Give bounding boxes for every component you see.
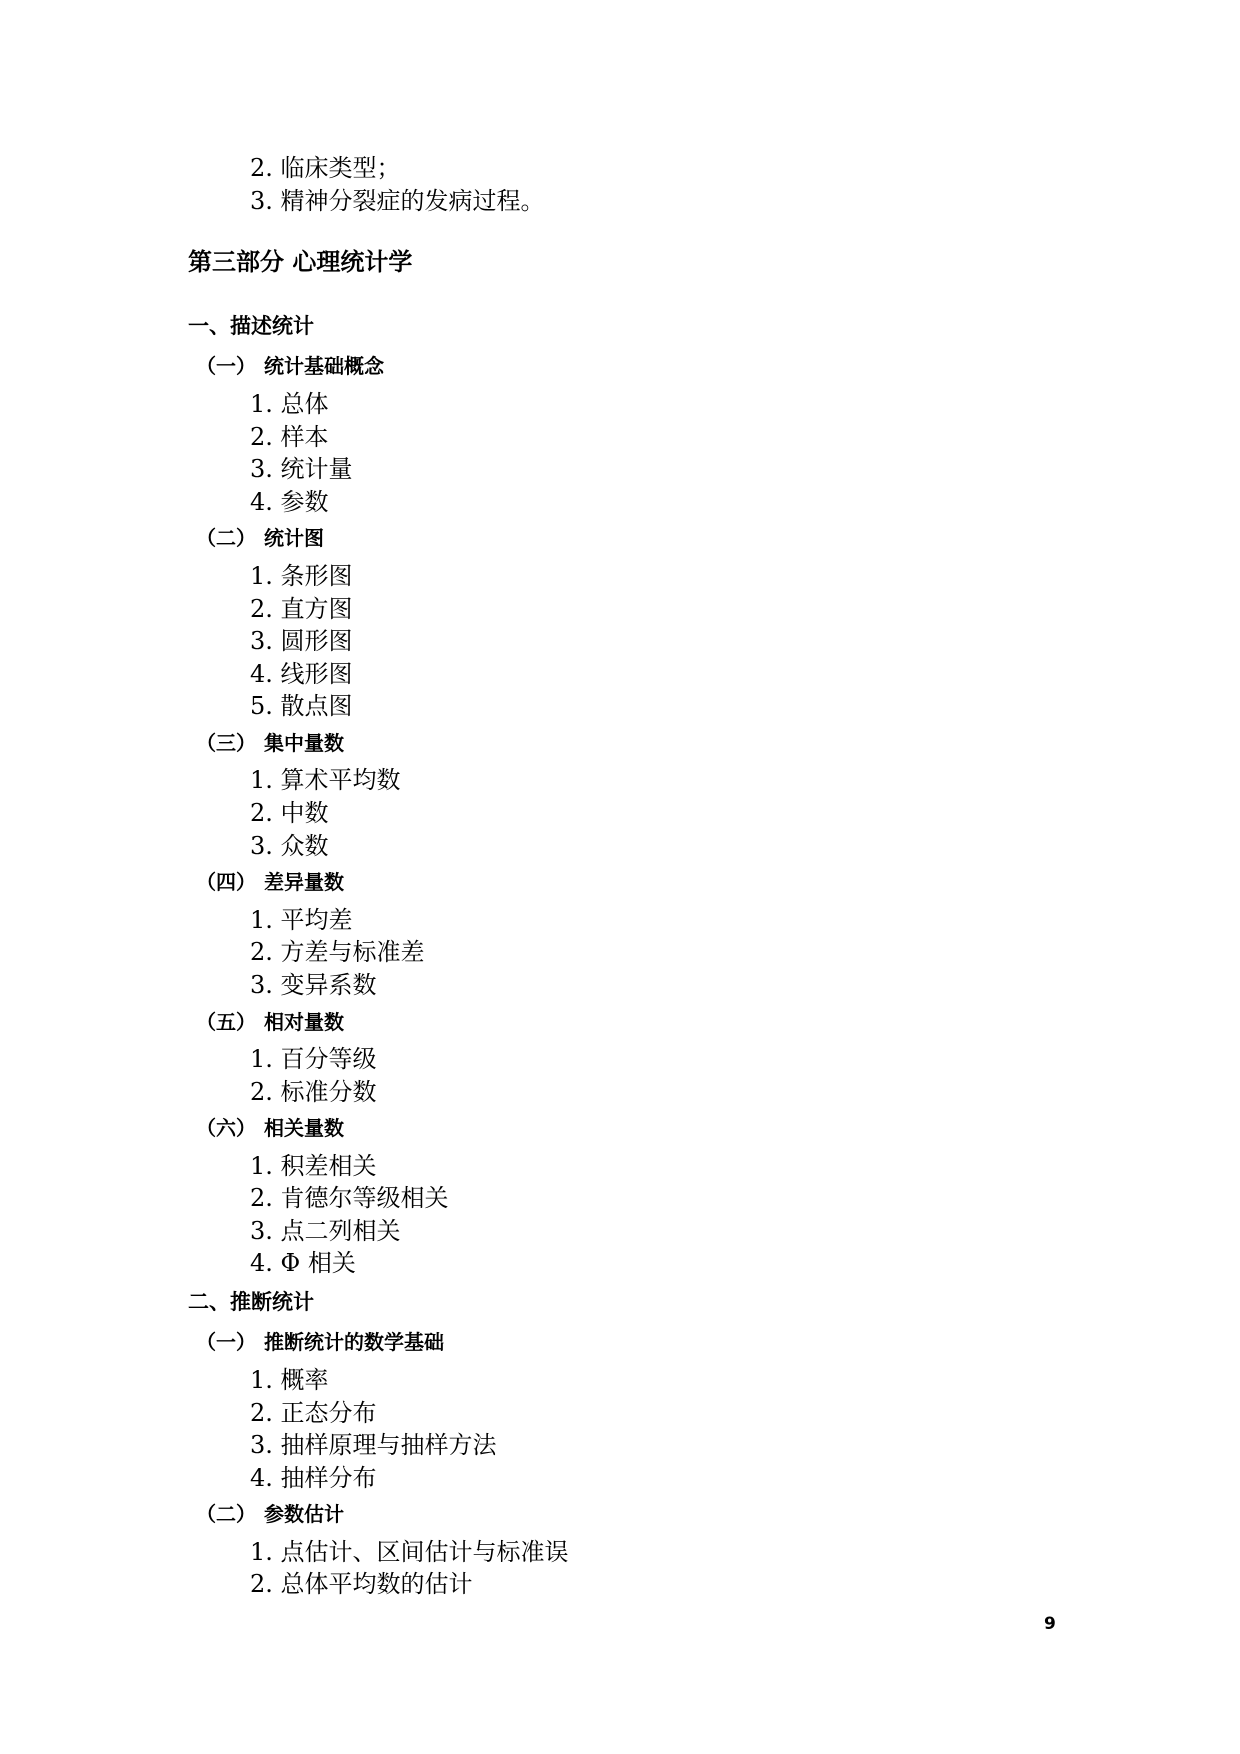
subsection-heading [196, 872, 344, 892]
subsection-title: 统计图 [264, 526, 324, 550]
subsection-title: 差异量数 [264, 870, 344, 894]
subsection-heading [196, 356, 384, 376]
subsection-number: （二） [196, 526, 256, 550]
subsection-number: （一） [196, 354, 256, 378]
list-item: 2. 标准分数 [250, 1078, 377, 1106]
subsection-number: （六） [196, 1116, 256, 1140]
list-item: 2. 临床类型； [250, 154, 401, 182]
subsection-number: （五） [196, 1010, 256, 1034]
list-item: 1. 百分等级 [250, 1045, 377, 1073]
list-item: 2. 中数 [250, 799, 329, 827]
list-item: 3. 众数 [250, 832, 329, 860]
subsection-heading [196, 1012, 344, 1032]
subsection-title: 相对量数 [264, 1010, 344, 1034]
list-item: 1. 点估计、区间估计与标准误 [250, 1538, 569, 1566]
list-item: 1. 算术平均数 [250, 766, 401, 794]
subsection-heading [196, 733, 344, 753]
list-item: 3. 抽样原理与抽样方法 [250, 1431, 497, 1459]
list-item: 1. 积差相关 [250, 1152, 377, 1180]
list-item: 3. 点二列相关 [250, 1217, 401, 1245]
section-heading: 二、推断统计 [188, 1290, 314, 1314]
list-item: 5. 散点图 [250, 692, 353, 720]
list-item: 2. 方差与标准差 [250, 938, 425, 966]
list-item: 2. 总体平均数的估计 [250, 1570, 473, 1598]
list-item: 4. Φ 相关 [250, 1249, 356, 1277]
subsection-heading [196, 1504, 344, 1524]
page-number: 9 [1044, 1614, 1056, 1634]
subsection-number: （三） [196, 731, 256, 755]
subsection-heading [196, 528, 324, 548]
subsection-number: （二） [196, 1502, 256, 1526]
list-item: 4. 参数 [250, 488, 329, 516]
subsection-title: 推断统计的数学基础 [264, 1330, 444, 1354]
subsection-title: 参数估计 [264, 1502, 344, 1526]
list-item: 1. 总体 [250, 390, 329, 418]
list-item: 2. 样本 [250, 423, 329, 451]
list-item: 4. 线形图 [250, 660, 353, 688]
list-item: 2. 直方图 [250, 595, 353, 623]
list-item: 1. 平均差 [250, 906, 353, 934]
list-item: 2. 肯德尔等级相关 [250, 1184, 449, 1212]
list-item: 3. 精神分裂症的发病过程。 [250, 187, 545, 215]
list-item: 1. 概率 [250, 1366, 329, 1394]
subsection-heading [196, 1332, 444, 1352]
subsection-title: 集中量数 [264, 731, 344, 755]
subsection-title: 统计基础概念 [264, 354, 384, 378]
list-item: 2. 正态分布 [250, 1399, 377, 1427]
list-item: 3. 变异系数 [250, 971, 377, 999]
list-item: 3. 统计量 [250, 455, 353, 483]
subsection-number: （四） [196, 870, 256, 894]
list-item: 1. 条形图 [250, 562, 353, 590]
list-item: 3. 圆形图 [250, 627, 353, 655]
section-heading: 一、描述统计 [188, 314, 314, 338]
subsection-title: 相关量数 [264, 1116, 344, 1140]
subsection-number: （一） [196, 1330, 256, 1354]
part-title: 第三部分 心理统计学 [188, 248, 413, 276]
subsection-heading [196, 1118, 344, 1138]
list-item: 4. 抽样分布 [250, 1464, 377, 1492]
